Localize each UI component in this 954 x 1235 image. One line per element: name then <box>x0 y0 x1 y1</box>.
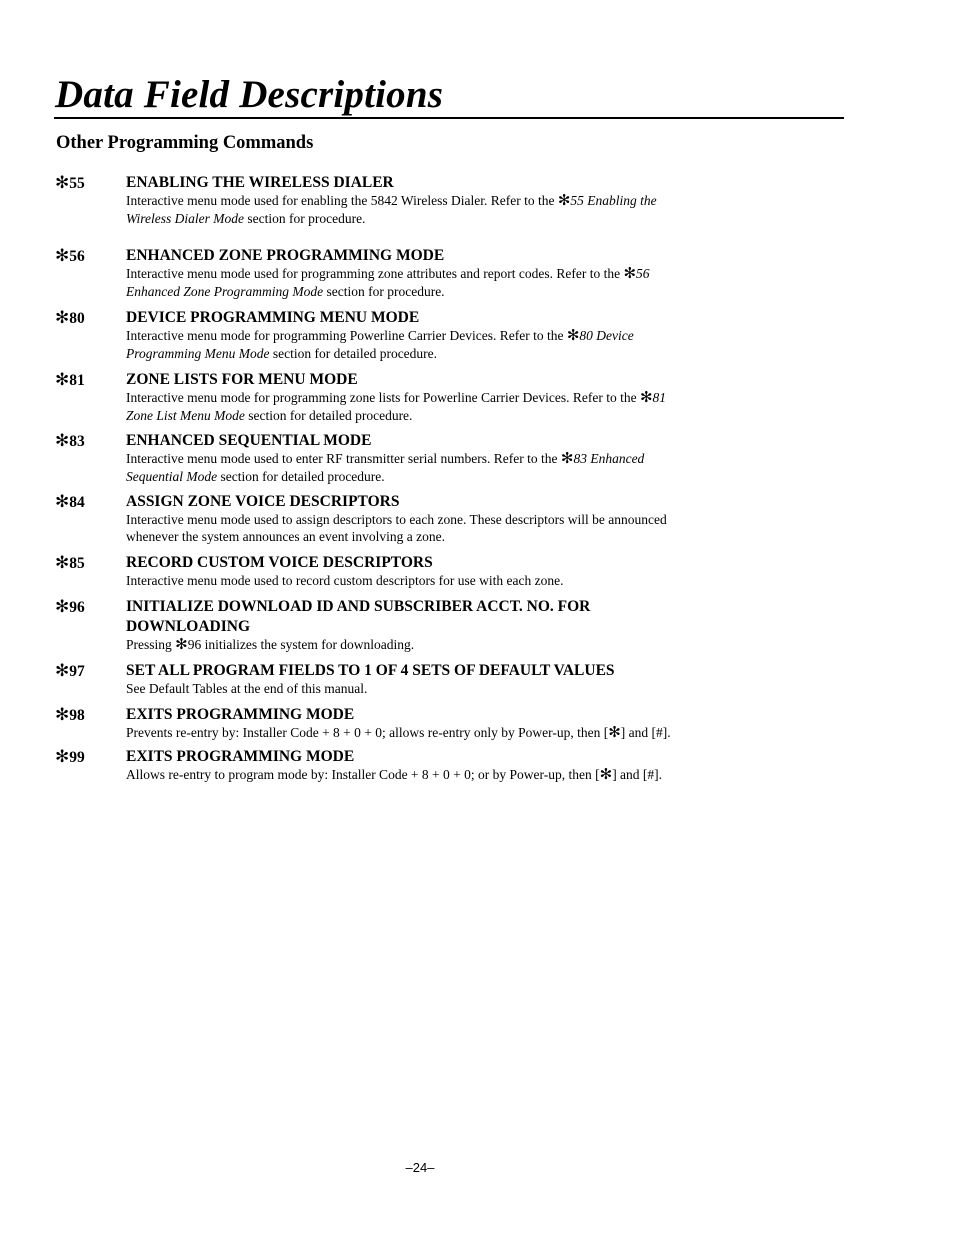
command-number: 85 <box>69 555 85 572</box>
command-heading: ZONE LISTS FOR MENU MODE <box>126 371 358 388</box>
asterisk-icon: ✻ <box>55 246 70 265</box>
command-number: 97 <box>69 663 85 680</box>
command-number: 98 <box>69 707 85 724</box>
command-heading: ENABLING THE WIRELESS DIALER <box>126 174 394 191</box>
command-heading: ENHANCED SEQUENTIAL MODE <box>126 432 372 449</box>
asterisk-icon: ✻ <box>55 492 70 511</box>
command-heading: EXITS PROGRAMMING MODE <box>126 748 355 765</box>
asterisk-icon: ✻ <box>55 747 70 766</box>
command-description: Pressing ✻96 initializes the system for downloading. <box>126 637 415 653</box>
asterisk-icon: ✻ <box>560 451 574 467</box>
command-number: 81 <box>69 372 85 389</box>
title-rule <box>54 117 844 119</box>
command-description: Interactive menu mode used to record custom descriptors for use with each zone. <box>126 573 564 588</box>
asterisk-icon: ✻ <box>55 553 70 572</box>
command-number: 55 <box>69 175 85 192</box>
command-number: 84 <box>69 494 85 511</box>
asterisk-icon: ✻ <box>623 266 637 282</box>
section-subtitle: Other Programming Commands <box>56 133 314 153</box>
command-heading: DEVICE PROGRAMMING MENU MODE <box>126 309 420 326</box>
command-code <box>55 597 85 618</box>
command-description: Interactive menu mode used to assign descriptors to each zone. These descriptors will be announced whenever the system announces an event involving a zone. <box>126 512 667 544</box>
command-code <box>55 705 85 726</box>
asterisk-icon: ✻ <box>175 637 188 653</box>
command-description: Interactive menu mode for programming Powerline Carrier Devices. Refer to the ✻80 Device Programming Menu Mode section for detailed procedure. <box>126 328 634 361</box>
command-description: Interactive menu mode used for programming zone attributes and report codes. Refer to the ✻56 Enhanced Zone Programming Mode section for procedure. <box>126 266 650 299</box>
command-description: Interactive menu mode used to enter RF transmitter serial numbers. Refer to the ✻83 Enhanced Sequential Mode section for detailed procedure. <box>126 451 645 484</box>
command-code <box>55 553 85 574</box>
command-description: Interactive menu mode for programming zone lists for Powerline Carrier Devices. Refer to the ✻81 Zone List Menu Mode section for detailed procedure. <box>126 390 667 423</box>
command-number: 80 <box>69 310 85 327</box>
command-code <box>55 308 85 329</box>
command-code <box>55 492 85 513</box>
command-code <box>55 747 85 768</box>
asterisk-icon: ✻ <box>608 725 621 741</box>
asterisk-icon: ✻ <box>639 390 653 406</box>
command-heading: ENHANCED ZONE PROGRAMMING MODE <box>126 247 445 264</box>
command-number: 96 <box>69 599 85 616</box>
command-description: Allows re-entry to program mode by: Installer Code + 8 + 0 + 0; or by Power-up, then [✻] and [#]. <box>126 767 663 783</box>
asterisk-icon: ✻ <box>55 705 70 724</box>
asterisk-icon: ✻ <box>55 431 70 450</box>
command-code <box>55 661 85 682</box>
page-title: Data Field Descriptions <box>55 73 444 116</box>
command-number: 56 <box>69 248 85 265</box>
asterisk-icon: ✻ <box>55 308 70 327</box>
asterisk-icon: ✻ <box>599 767 613 783</box>
command-heading: RECORD CUSTOM VOICE DESCRIPTORS <box>126 554 433 571</box>
command-heading: ASSIGN ZONE VOICE DESCRIPTORS <box>126 493 400 510</box>
asterisk-icon: ✻ <box>566 328 580 344</box>
command-code <box>55 246 85 267</box>
command-heading: EXITS PROGRAMMING MODE <box>126 706 355 723</box>
asterisk-icon: ✻ <box>55 661 70 680</box>
command-heading: SET ALL PROGRAM FIELDS TO 1 OF 4 SETS OF DEFAULT VALUES <box>126 662 615 679</box>
command-number: 83 <box>69 433 85 450</box>
page-number: –24– <box>405 1160 435 1175</box>
asterisk-icon: ✻ <box>55 370 70 389</box>
command-heading: INITIALIZE DOWNLOAD ID AND SUBSCRIBER ACCT. NO. FOR DOWNLOADING <box>126 598 591 635</box>
asterisk-icon: ✻ <box>557 193 571 209</box>
command-description: Prevents re-entry by: Installer Code + 8 + 0 + 0; allows re-entry only by Power-up, then [✻] and [#]. <box>126 725 671 741</box>
asterisk-icon: ✻ <box>55 173 70 192</box>
command-number: 99 <box>69 749 85 766</box>
asterisk-icon: ✻ <box>55 597 70 616</box>
command-description: See Default Tables at the end of this manual. <box>126 681 368 696</box>
command-code <box>55 370 85 391</box>
command-description: Interactive menu mode used for enabling the 5842 Wireless Dialer. Refer to the ✻55 Enabling the Wireless Dialer Mode section for procedure. <box>126 193 657 226</box>
command-code <box>55 173 85 194</box>
command-code <box>55 431 85 452</box>
